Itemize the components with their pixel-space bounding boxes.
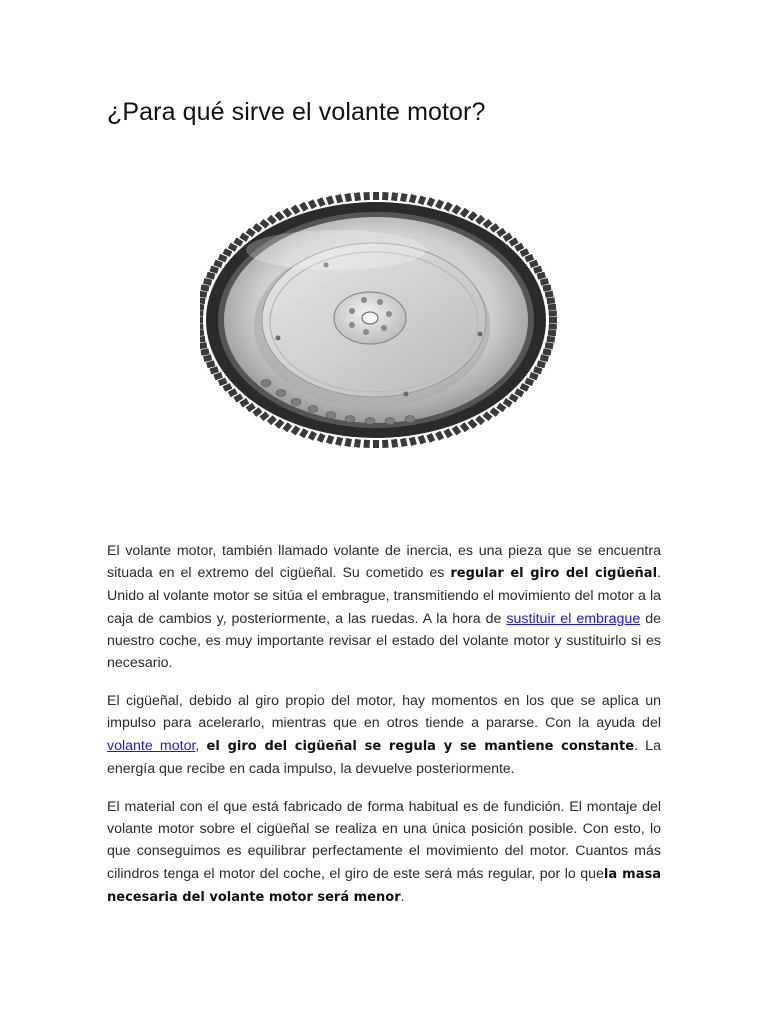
gear-tooth: [548, 304, 556, 311]
gear-tooth: [344, 193, 352, 202]
link-sustituir-embrague[interactable]: sustituir el embrague: [506, 610, 641, 627]
gear-tooth: [200, 304, 204, 311]
gear-tooth: [468, 419, 478, 429]
gear-tooth: [545, 342, 554, 349]
paragraph-1-text-b: . Unido al volante motor se sitúa el embrague, transmitiendo el movimiento del motor a la caja de cambios y, posteriormente, a las ruedas. A la hora de: [107, 565, 661, 627]
gear-tooth: [373, 192, 379, 200]
gear-tooth: [210, 366, 219, 374]
gear-tooth: [200, 317, 203, 323]
gear-tooth: [283, 422, 293, 432]
link-volante-motor[interactable]: volante motor: [107, 737, 196, 754]
flywheel-image: [200, 188, 560, 488]
gear-tooth: [326, 195, 334, 205]
gear-tooth: [363, 440, 370, 448]
paragraph-2-text-c: . La energía que recibe en cada impulso, la devuelve posteriormente.: [107, 737, 661, 777]
gear-tooth: [206, 360, 215, 368]
paragraph-3: [107, 796, 661, 909]
gear-tooth: [426, 433, 435, 443]
paragraph-2-text-b: ,: [195, 737, 207, 754]
gear-tooth: [291, 425, 301, 435]
paragraph-3-text-b: .: [400, 888, 405, 905]
gear-tooth: [200, 330, 204, 337]
gear-tooth: [382, 440, 389, 448]
gear-tooth: [203, 354, 212, 362]
gear-tooth: [206, 272, 215, 280]
gear-tooth: [409, 437, 417, 446]
gear-tooth: [299, 202, 308, 212]
gear-tooth: [460, 208, 470, 218]
gear-tooth: [299, 428, 308, 438]
gear-tooth: [201, 348, 210, 355]
gear-tooth: [533, 366, 542, 374]
paragraph-1-bold: regular el giro del cigüeñal: [450, 566, 658, 582]
gear-tooth: [210, 266, 219, 274]
gear-tooth: [201, 284, 210, 291]
gear-tooth: [547, 297, 556, 304]
gear-tooth: [435, 199, 444, 209]
paragraph-2-text-a: El cigüeñal, debido al giro propio del motor, hay momentos en los que se aplica un impulso para acelerarlo, mientras que en otros tiende a pararse. Con la ayuda del: [107, 693, 661, 732]
gear-tooth: [452, 205, 462, 215]
gear-tooth: [549, 317, 557, 323]
gear-tooth: [291, 205, 301, 215]
paragraph-2: [107, 690, 661, 780]
paragraph-1-text-c: de nuestro coche, es muy importante revisar el estado del volante motor y sustituirlo si es necesario.: [107, 610, 661, 672]
gear-tooth: [200, 342, 207, 349]
gear-tooth: [391, 192, 398, 201]
gear-tooth: [435, 431, 444, 441]
gear-tooth: [537, 272, 546, 280]
gear-tooth: [468, 211, 478, 221]
paragraph-3-text-a: El material con el que está fabricado de forma habitual es de fundición. El montaje del volante motor sobre el cigüeñal se realiza en una única posición posible. Con esto, lo que conseguimos es equilibrar perfectamente el movimiento del motor. Cuantos más cilindros tenga el motor del coche, el giro de este será más regular, por lo que: [107, 799, 661, 882]
gear-tooth: [418, 435, 426, 445]
gear-tooth: [275, 419, 285, 429]
gear-tooth: [326, 435, 334, 445]
gear-tooth: [200, 336, 205, 343]
page-title: ¿Para qué sirve el volante motor?: [107, 98, 486, 126]
gear-tooth: [308, 199, 317, 209]
gear-tooth: [363, 192, 370, 200]
gear-tooth: [443, 202, 452, 212]
gear-tooth: [547, 336, 556, 343]
gear-tooth: [426, 197, 435, 207]
gear-tooth: [203, 278, 212, 286]
gear-tooth: [540, 278, 549, 286]
gear-tooth: [283, 208, 293, 218]
gear-tooth: [409, 194, 417, 203]
gear-tooth: [452, 425, 462, 435]
gear-tooth: [391, 439, 398, 448]
paragraph-2-bold: el giro del cigüeñal se regula y se mantiene constante: [206, 738, 635, 754]
gear-tooth: [335, 437, 343, 446]
gear-tooth: [400, 193, 408, 202]
gear-tooth: [200, 291, 207, 298]
gear-tooth: [335, 194, 343, 203]
gear-tooth: [548, 330, 556, 337]
gear-tooth: [542, 348, 551, 355]
gear-tooth: [400, 438, 408, 447]
paragraph-3-bold: la masa necesaria del volante motor será menor: [107, 866, 661, 905]
gear-tooth: [200, 297, 205, 304]
gear-tooth: [418, 195, 426, 205]
article-body: [107, 540, 661, 925]
gear-tooth: [200, 323, 203, 329]
gear-tooth: [200, 310, 203, 316]
gear-tooth: [540, 354, 549, 362]
gear-tooth: [344, 438, 352, 447]
gear-tooth: [537, 360, 546, 368]
gear-tooth: [354, 192, 361, 201]
gear-tooth: [545, 291, 554, 298]
paragraph-1: [107, 540, 661, 674]
gear-tooth: [354, 439, 361, 448]
gear-tooth: [533, 266, 542, 274]
gear-tooth: [382, 192, 389, 200]
gear-tooth: [317, 433, 326, 443]
gear-tooth: [443, 428, 452, 438]
gear-tooth: [542, 284, 551, 291]
paragraph-1-text-a: El volante motor, también llamado volante de inercia, es una pieza que se encuentra situada en el extremo del cigüeñal. Su cometido es: [107, 543, 661, 582]
gear-tooth: [275, 211, 285, 221]
flywheel-icon: [200, 188, 560, 488]
gear-tooth: [308, 431, 317, 441]
gear-tooth: [460, 422, 470, 432]
gear-tooth: [549, 323, 557, 329]
gear-tooth: [317, 197, 326, 207]
gear-tooth: [373, 440, 379, 448]
gear-tooth: [549, 310, 557, 316]
